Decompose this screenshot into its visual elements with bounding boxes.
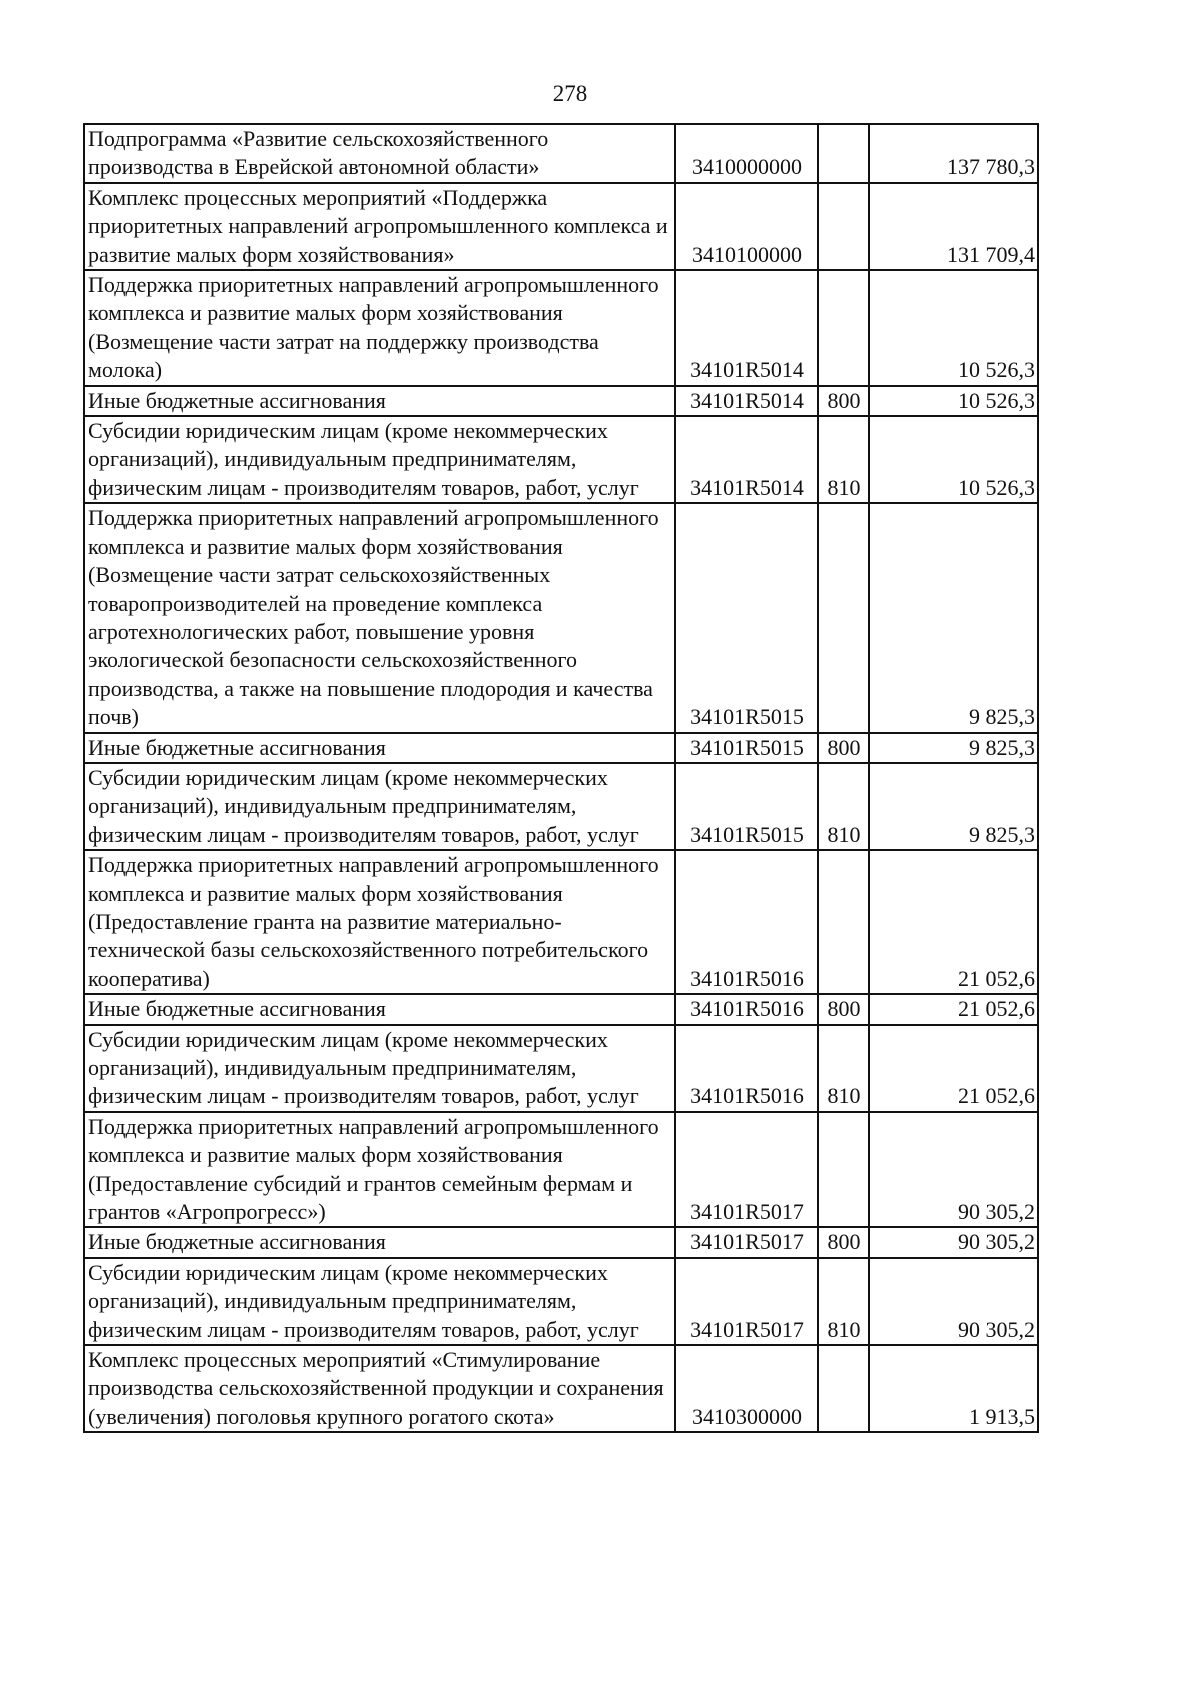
table-row	[84, 416, 1038, 503]
table-row	[84, 1258, 1038, 1345]
row-amount: 10 526,3	[869, 270, 1038, 386]
row-name: Поддержка приоритетных направлений агропромышленного комплекса и развитие малых форм хозяйствования (Возмещение части затрат сельскохозяйственных товаропроизводителей на проведение комплекса агротехнологических работ, повышение уровня экологической безопасности сельскохозяйственного производства, а также на повышение плодородия и качества почв)	[84, 503, 675, 732]
row-amount: 10 526,3	[869, 416, 1038, 503]
row-name: Иные бюджетные ассигнования	[84, 386, 675, 416]
row-amount: 90 305,2	[869, 1227, 1038, 1257]
row-amount: 137 780,3	[869, 124, 1038, 183]
row-amount: 21 052,6	[869, 850, 1038, 994]
table-row	[84, 994, 1038, 1024]
row-target-article: 3410300000	[675, 1345, 818, 1432]
table-row	[84, 1112, 1038, 1228]
table-row	[84, 183, 1038, 270]
table-row	[84, 763, 1038, 850]
row-name: Поддержка приоритетных направлений агропромышленного комплекса и развитие малых форм хозяйствования (Возмещение части затрат на поддержку производства молока)	[84, 270, 675, 386]
row-target-article: 34101R5014	[675, 416, 818, 503]
budget-table	[83, 123, 1039, 1433]
row-amount: 131 709,4	[869, 183, 1038, 270]
row-expense-type: 810	[818, 763, 869, 850]
row-name: Поддержка приоритетных направлений агропромышленного комплекса и развитие малых форм хозяйствования (Предоставление субсидий и грантов семейным фермам и грантов «Агропрогресс»)	[84, 1112, 675, 1228]
row-target-article: 34101R5015	[675, 503, 818, 732]
row-target-article: 34101R5016	[675, 994, 818, 1024]
row-name: Иные бюджетные ассигнования	[84, 994, 675, 1024]
row-name: Субсидии юридическим лицам (кроме некоммерческих организаций), индивидуальным предпринимателям, физическим лицам - производителям товаров, работ, услуг	[84, 1258, 675, 1345]
table-row	[84, 124, 1038, 183]
row-target-article: 34101R5017	[675, 1227, 818, 1257]
row-amount: 9 825,3	[869, 763, 1038, 850]
row-target-article: 34101R5016	[675, 1025, 818, 1112]
row-name: Комплекс процессных мероприятий «Стимулирование производства сельскохозяйственной продукции и сохранения (увеличения) поголовья крупного рогатого скота»	[84, 1345, 675, 1432]
row-target-article: 34101R5017	[675, 1258, 818, 1345]
row-target-article: 3410000000	[675, 124, 818, 183]
budget-table-body	[84, 124, 1038, 1432]
row-expense-type	[818, 503, 869, 732]
row-expense-type: 800	[818, 386, 869, 416]
table-row	[84, 386, 1038, 416]
row-name: Иные бюджетные ассигнования	[84, 733, 675, 763]
row-target-article: 34101R5015	[675, 763, 818, 850]
table-row	[84, 1227, 1038, 1257]
row-amount: 9 825,3	[869, 503, 1038, 732]
row-name: Субсидии юридическим лицам (кроме некоммерческих организаций), индивидуальным предпринимателям, физическим лицам - производителям товаров, работ, услуг	[84, 763, 675, 850]
row-target-article: 3410100000	[675, 183, 818, 270]
table-row	[84, 1345, 1038, 1432]
table-row	[84, 1025, 1038, 1112]
row-expense-type: 810	[818, 416, 869, 503]
row-amount: 90 305,2	[869, 1112, 1038, 1228]
row-target-article: 34101R5014	[675, 270, 818, 386]
row-amount: 10 526,3	[869, 386, 1038, 416]
row-target-article: 34101R5017	[675, 1112, 818, 1228]
row-name: Субсидии юридическим лицам (кроме некоммерческих организаций), индивидуальным предпринимателям, физическим лицам - производителям товаров, работ, услуг	[84, 416, 675, 503]
row-expense-type: 810	[818, 1025, 869, 1112]
row-name: Иные бюджетные ассигнования	[84, 1227, 675, 1257]
row-name: Подпрограмма «Развитие сельскохозяйственного производства в Еврейской автономной области»	[84, 124, 675, 183]
page-number: 278	[552, 81, 588, 106]
row-expense-type	[818, 1112, 869, 1228]
row-expense-type	[818, 183, 869, 270]
row-expense-type: 810	[818, 1258, 869, 1345]
row-amount: 90 305,2	[869, 1258, 1038, 1345]
row-expense-type	[818, 270, 869, 386]
row-expense-type	[818, 850, 869, 994]
row-amount: 21 052,6	[869, 994, 1038, 1024]
row-amount: 21 052,6	[869, 1025, 1038, 1112]
row-amount: 9 825,3	[869, 733, 1038, 763]
row-name: Поддержка приоритетных направлений агропромышленного комплекса и развитие малых форм хозяйствования (Предоставление гранта на развитие материально-технической базы сельскохозяйственного потребительского кооператива)	[84, 850, 675, 994]
row-expense-type	[818, 1345, 869, 1432]
row-expense-type	[818, 124, 869, 183]
row-target-article: 34101R5016	[675, 850, 818, 994]
table-row	[84, 503, 1038, 732]
row-expense-type: 800	[818, 1227, 869, 1257]
table-row	[84, 733, 1038, 763]
table-row	[84, 270, 1038, 386]
table-row	[84, 850, 1038, 994]
row-name: Субсидии юридическим лицам (кроме некоммерческих организаций), индивидуальным предпринимателям, физическим лицам - производителям товаров, работ, услуг	[84, 1025, 675, 1112]
row-expense-type: 800	[818, 733, 869, 763]
row-expense-type: 800	[818, 994, 869, 1024]
row-target-article: 34101R5014	[675, 386, 818, 416]
row-name: Комплекс процессных мероприятий «Поддержка приоритетных направлений агропромышленного комплекса и развитие малых форм хозяйствования»	[84, 183, 675, 270]
row-amount: 1 913,5	[869, 1345, 1038, 1432]
row-target-article: 34101R5015	[675, 733, 818, 763]
